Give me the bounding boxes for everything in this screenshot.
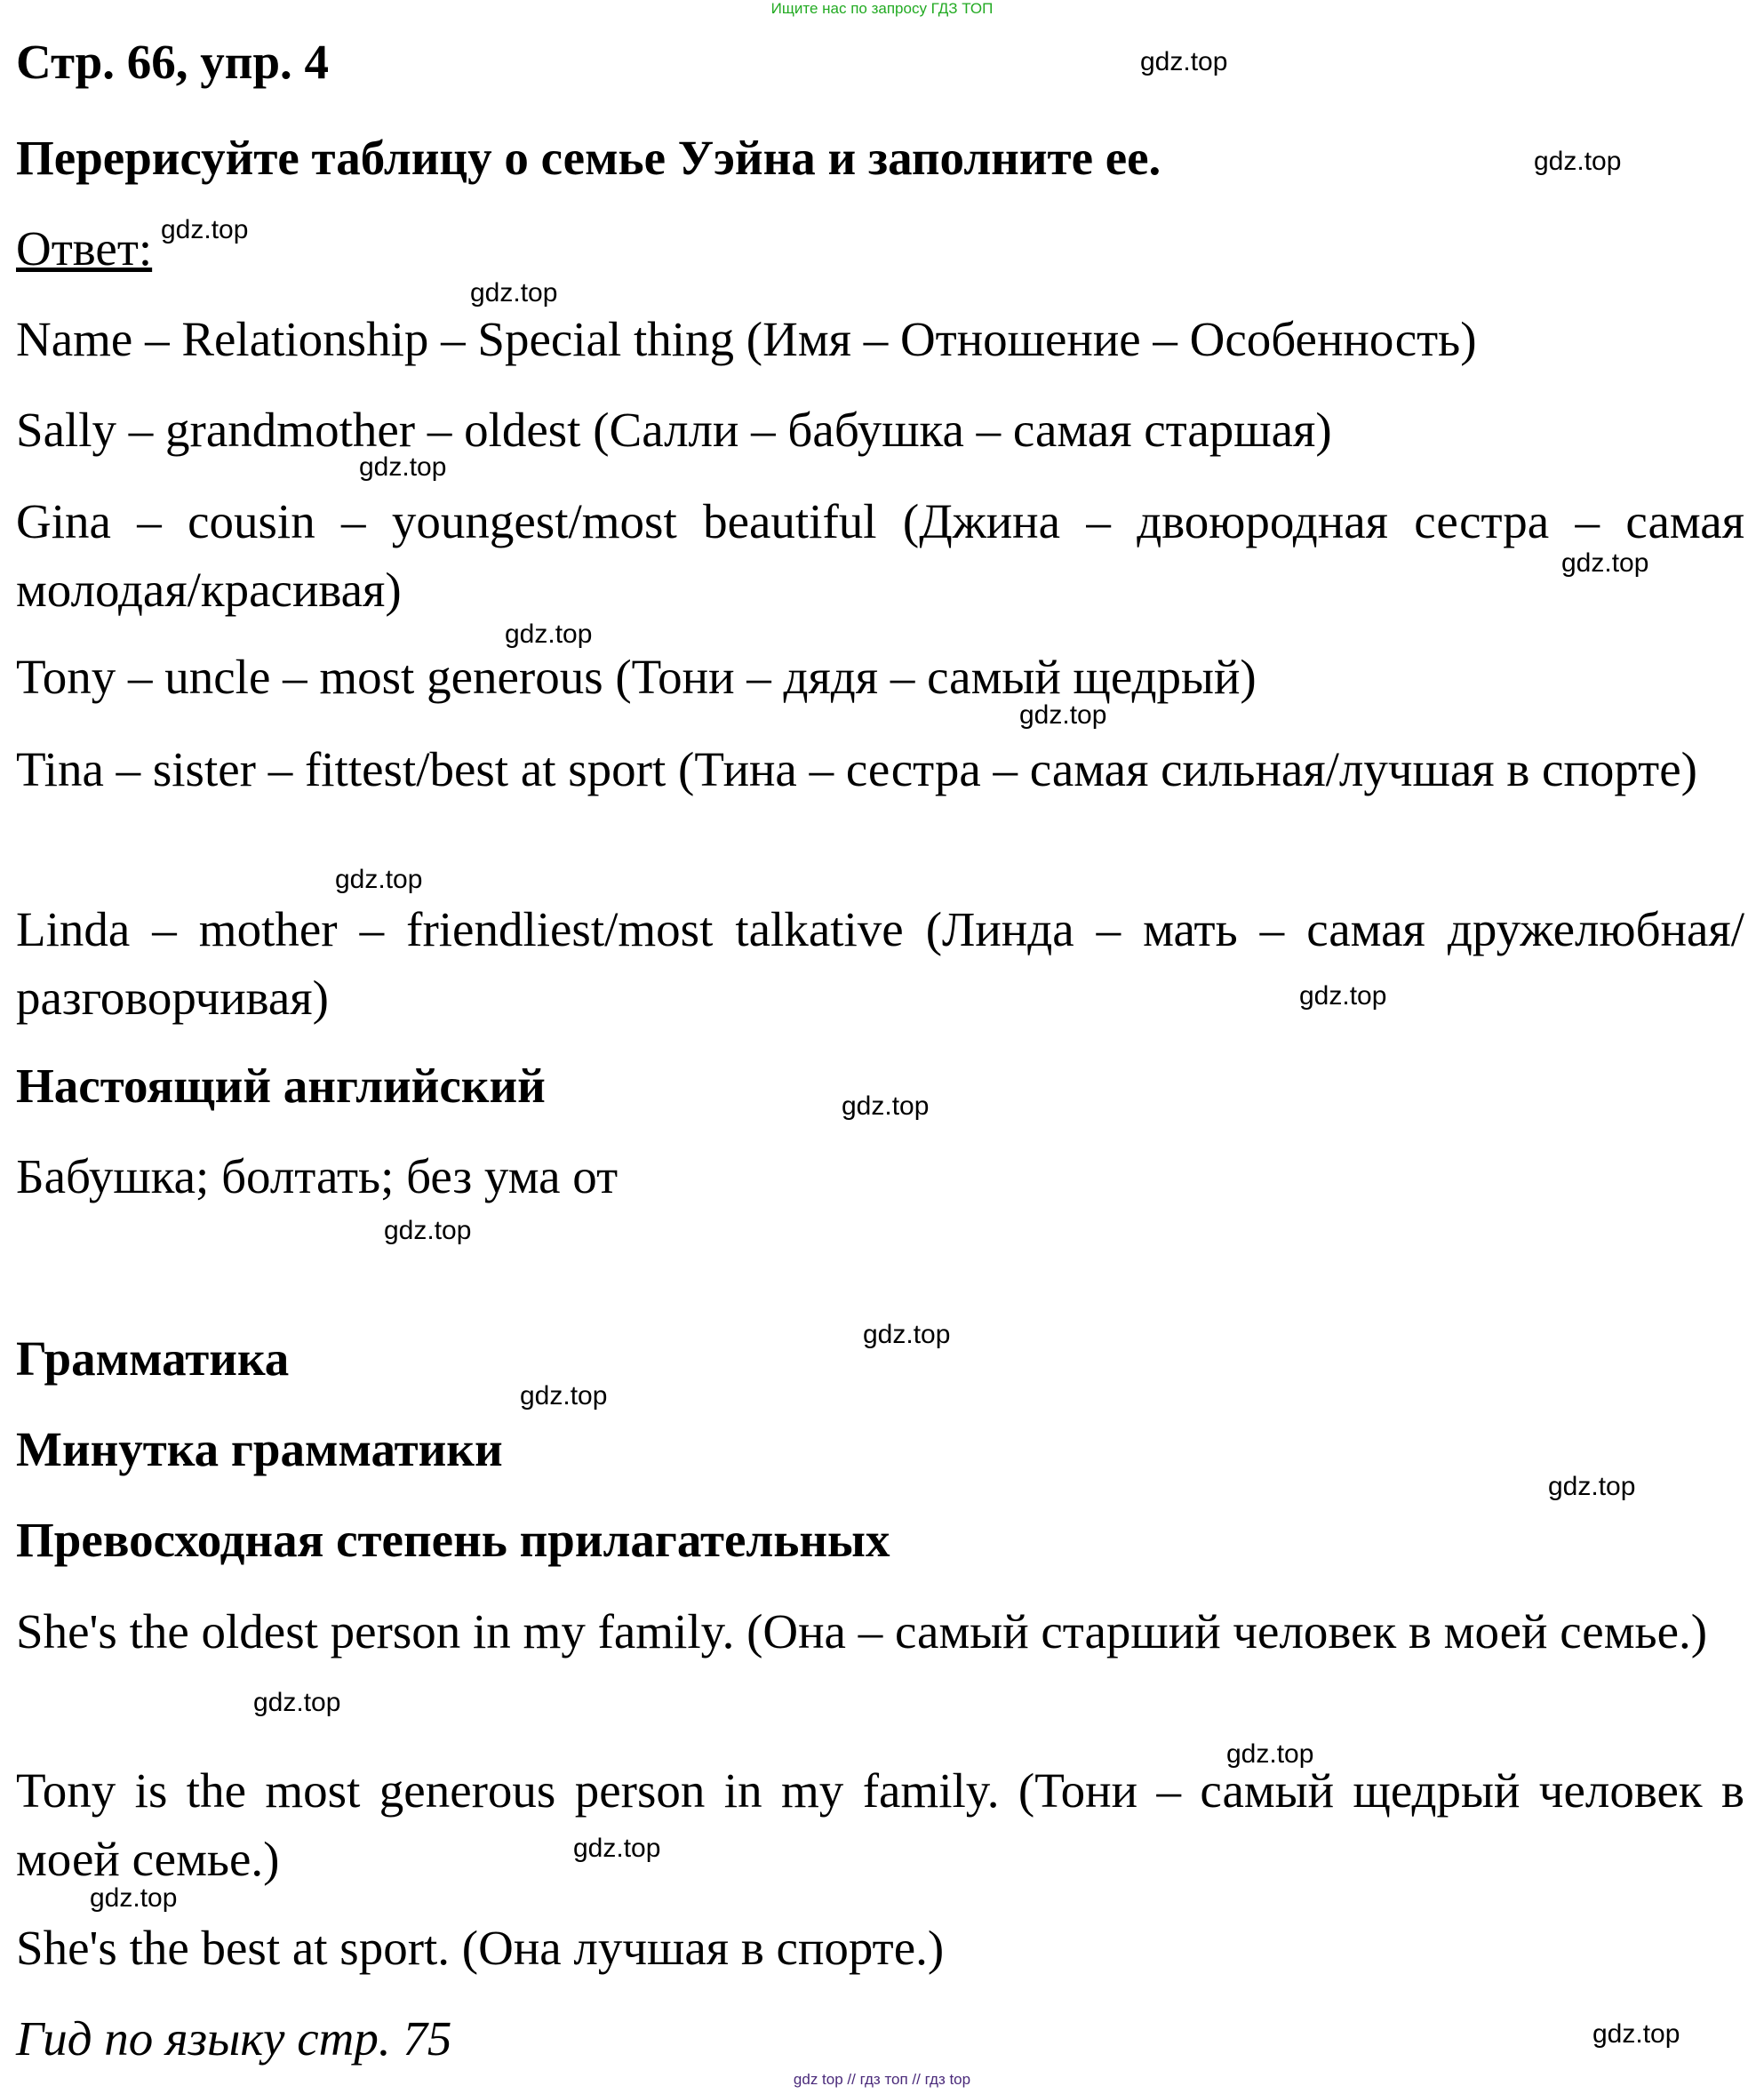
answer-line-tony: Tony – uncle – most generous (Тони – дядя – самый щедрый) [16,650,1257,704]
example-sentence-1: She's the oldest person in my family. (Она – самый старший человек в моей семье.) [16,1604,1708,1658]
watermark: gdz.top [1548,1472,1636,1501]
top-banner: Ищите нас по запросу ГДЗ ТОП [770,0,994,17]
watermark: gdz.top [1019,700,1107,730]
watermark: gdz.top [335,865,423,894]
watermark: gdz.top [1299,981,1387,1011]
watermark: gdz.top [1140,47,1228,76]
watermark: gdz.top [253,1688,341,1717]
answer-line-header: Name – Relationship – Special thing (Имя – Отношение – Особенность) [16,312,1477,366]
watermark: gdz.top [90,1883,178,1913]
page-heading: Стр. 66, упр. 4 [16,35,330,89]
watermark: gdz.top [359,452,447,482]
footer: gdz top // гдз топ // гдз top [793,2071,971,2088]
watermark: gdz.top [384,1216,472,1245]
watermark: gdz.top [161,215,249,244]
watermark: gdz.top [1561,548,1649,578]
watermark: gdz.top [520,1381,608,1411]
watermark: gdz.top [842,1091,930,1121]
answer-line-tina: Tina – sister – fittest/best at sport (Тина – сестра – самая сильная/лучшая в спорте) [16,742,1697,796]
watermark: gdz.top [505,619,593,649]
grammar-minute-heading: Минутка грамматики [16,1422,503,1476]
example-sentence-2: Tony is the most generous person in my family. (Тони – самый щедрый человек в моей семье.) [16,1763,1744,1886]
answer-label: Ответ: [16,221,153,276]
watermark: gdz.top [1592,2019,1680,2049]
real-english-text: Бабушка; болтать; без ума от [16,1149,619,1203]
real-english-heading: Настоящий английский [16,1059,546,1113]
superlative-heading: Превосходная степень прилагательных [16,1513,890,1567]
task-text: Перерисуйте таблицу о семье Уэйна и заполните ее. [16,131,1161,185]
grammar-heading: Грамматика [16,1331,290,1386]
watermark: gdz.top [573,1834,661,1863]
watermark: gdz.top [1534,147,1622,176]
watermark: gdz.top [470,278,558,308]
guide-reference: Гид по языку стр. 75 [16,2011,452,2066]
watermark: gdz.top [863,1320,951,1349]
watermark: gdz.top [1226,1739,1314,1769]
answer-line-gina: Gina – cousin – youngest/most beautiful (Джина – двоюродная сестра – самая молодая/красивая) [16,494,1744,617]
answer-line-sally: Sally – grandmother – oldest (Салли – бабушка – самая старшая) [16,403,1332,457]
answer-line-linda: Linda – mother – friendliest/most talkative (Линда – мать – самая дружелюбная/разговорчивая) [16,902,1744,1025]
example-sentence-3: She's the best at sport. (Она лучшая в спорте.) [16,1921,945,1975]
